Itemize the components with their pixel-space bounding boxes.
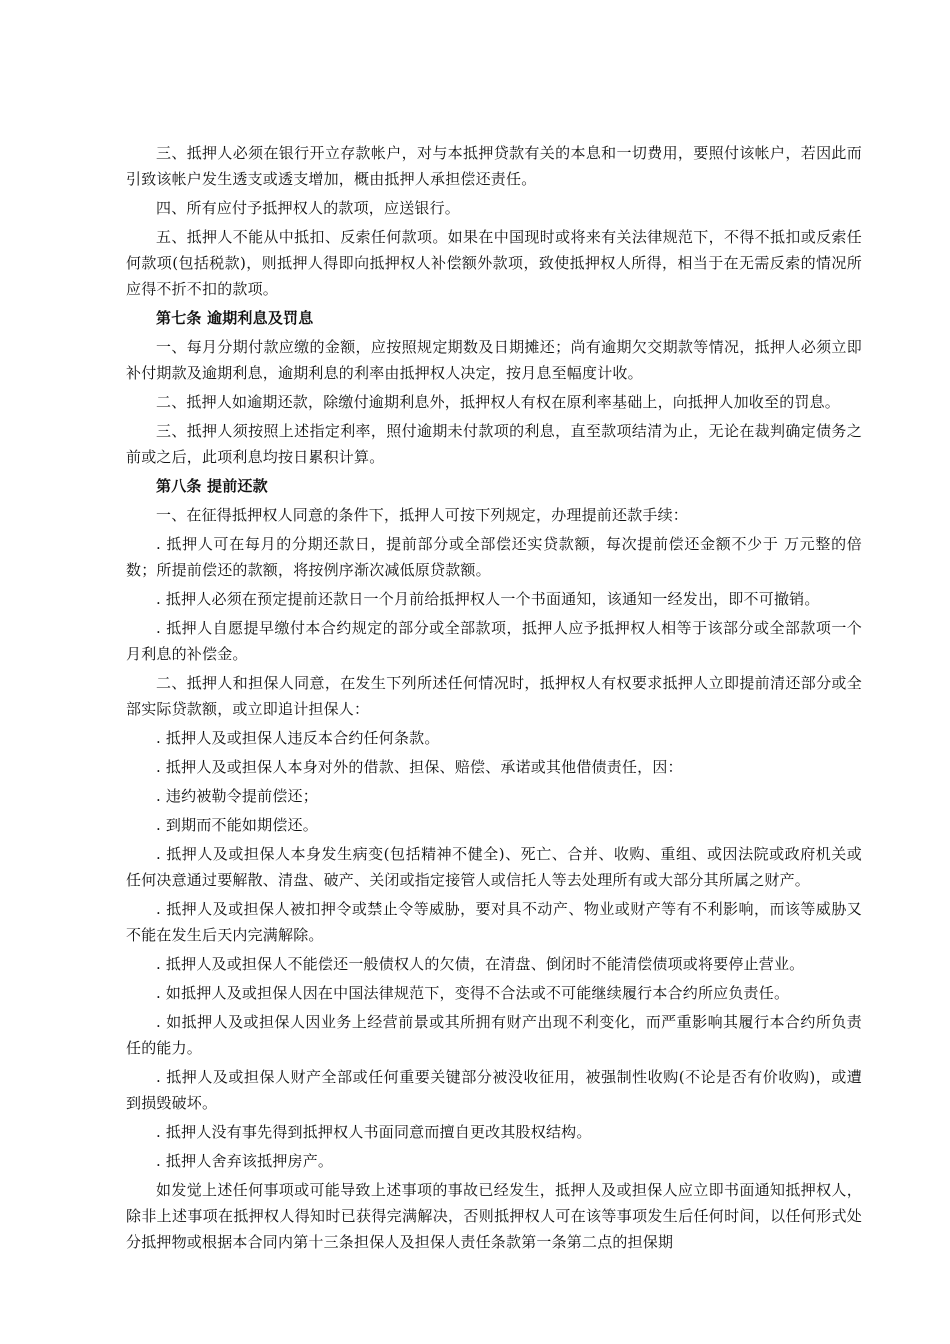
list-item: . 如抵押人及或担保人因在中国法律规范下，变得不合法或不可能继续履行本合约所应负责任。 (156, 984, 790, 1002)
list-item: . 违约被勒令提前偿还； (156, 787, 318, 805)
list-item: . 抵押人自愿提早缴付本合约规定的部分或全部款项，抵押人应予抵押权人相等于该部分或全部款项一个月利息的补偿金。 (126, 619, 862, 663)
paragraph-section4-payments: 四、所有应付予抵押权人的款项，应送银行。 (156, 199, 461, 217)
document-page (126, 140, 862, 1258)
paragraph-article8-item2: 二、抵押人和担保人同意，在发生下列所述任何情况时，抵押权人有权要求抵押人立即提前清还部分或全部实际贷款额，或立即追计担保人： (126, 674, 862, 718)
list-item: . 抵押人及或担保人本身发生病变(包括精神不健全)、死亡、合并、收购、重组、或因法院或政府机关或任何决意通过要解散、清盘、破产、关闭或指定接管人或信托人等去处理所有或大部分其所属之财产。 (126, 845, 862, 889)
list-item: . 抵押人舍弃该抵押房产。 (156, 1152, 334, 1170)
paragraph-article7-item2: 二、抵押人如逾期还款，除缴付逾期利息外，抵押权人有权在原利率基础上，向抵押人加收至的罚息。 (156, 393, 841, 411)
article-8-heading: 第八条 提前还款 (156, 477, 268, 495)
list-item: . 抵押人及或担保人不能偿还一般债权人的欠债，在清盘、倒闭时不能清偿债项或将要停止营业。 (156, 955, 805, 973)
list-item: . 抵押人及或担保人财产全部或任何重要关键部分被没收征用，被强制性收购(不论是否有价收购)，或遭到损毁破坏。 (126, 1068, 862, 1112)
list-item: . 抵押人可在每月的分期还款日，提前部分或全部偿还实贷款额，每次提前偿还金额不少于 万元整的倍数；所提前偿还的款额，将按例序渐次减低原贷款额。 (126, 535, 862, 579)
list-item: . 抵押人及或担保人被扣押令或禁止令等威胁，要对具不动产、物业或财产等有不利影响，而该等威胁又不能在发生后天内完满解除。 (126, 900, 862, 944)
paragraph-article7-item1: 一、每月分期付款应缴的金额，应按照规定期数及日期摊还；尚有逾期欠交期款等情况，抵押人必须立即补付期款及逾期利息，逾期利息的利率由抵押权人决定，按月息至幅度计收。 (126, 338, 862, 382)
paragraph-section3-bank-account: 三、抵押人必须在银行开立存款帐户，对与本抵押贷款有关的本息和一切费用，要照付该帐户，若因此而引致该帐户发生透支或透支增加，概由抵押人承担偿还责任。 (126, 144, 862, 188)
list-item: . 抵押人及或担保人违反本合约任何条款。 (156, 729, 440, 747)
paragraph-article8-item1: 一、在征得抵押权人同意的条件下，抵押人可按下列规定，办理提前还款手续： (156, 506, 689, 524)
list-item: . 抵押人及或担保人本身对外的借款、担保、赔偿、承诺或其他借债责任，因： (156, 758, 683, 776)
article-7-heading: 第七条 逾期利息及罚息 (156, 309, 314, 327)
list-item: . 抵押人没有事先得到抵押权人书面同意而擅自更改其股权结构。 (156, 1123, 592, 1141)
list-item: . 抵押人必须在预定提前还款日一个月前给抵押权人一个书面通知，该通知一经发出，即不可撤销。 (156, 590, 820, 608)
list-item: . 如抵押人及或担保人因业务上经营前景或其所拥有财产出现不利变化，而严重影响其履行本合约所负责任的能力。 (126, 1013, 862, 1057)
paragraph-section5-no-deduction: 五、抵押人不能从中抵扣、反索任何款项。如果在中国现时或将来有关法律规范下，不得不抵扣或反索任何款项(包括税款)，则抵押人得即向抵押权人补偿额外款项，致使抵押权人所得，相当于在无需反索的情况所应得不折不扣的款项。 (126, 228, 862, 298)
list-item: . 到期而不能如期偿还。 (156, 816, 318, 834)
paragraph-article7-item3: 三、抵押人须按照上述指定利率，照付逾期未付款项的利息，直至款项结清为止，无论在裁判确定债务之前或之后，此项利息均按日累积计算。 (126, 422, 862, 466)
paragraph-notice-clause: 如发觉上述任何事项或可能导致上述事项的事故已经发生，抵押人及或担保人应立即书面通知抵押权人，除非上述事项在抵押权人得知时已获得完满解决，否则抵押权人可在该等事项发生后任何时间，以任何形式处分抵押物或根据本合同内第十三条担保人及担保人责任条款第一条第二点的担保期 (126, 1181, 862, 1251)
